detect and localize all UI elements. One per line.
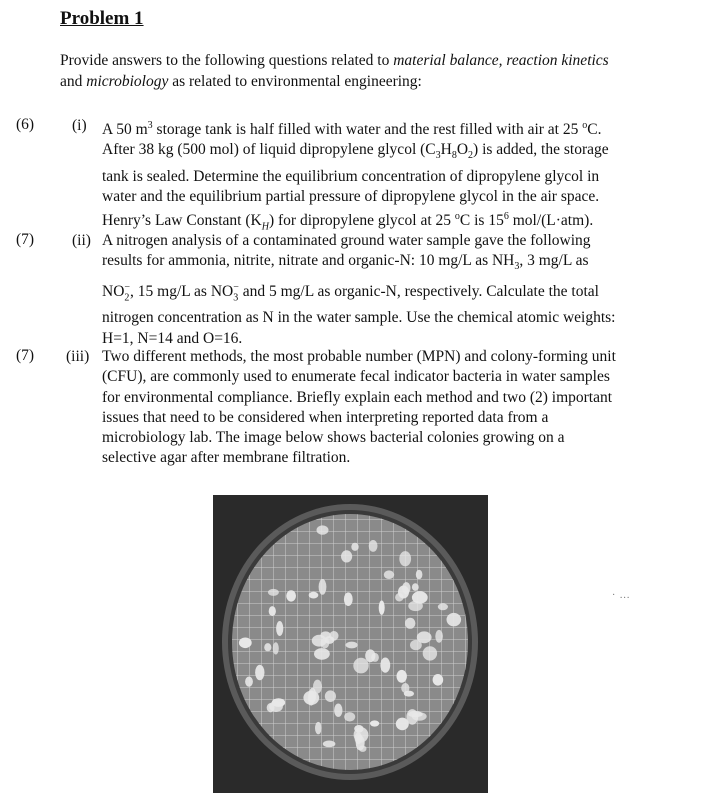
colony [344,712,355,721]
colony [351,543,358,551]
colony [334,704,342,717]
colony [401,683,409,693]
colony [269,606,276,616]
question-number: (ii) [72,232,91,249]
colony [325,690,336,702]
colony [369,540,378,552]
colony [273,642,279,654]
question-number: (iii) [66,348,90,365]
colony [416,570,423,580]
question-number: (i) [72,117,87,134]
colony [380,658,390,673]
colony [395,593,403,601]
colony [399,551,411,566]
colony [354,727,369,742]
colony [406,709,418,725]
colony [438,603,448,610]
colony [314,648,330,660]
colony [397,670,407,683]
scan-artifact: · ... [612,590,631,601]
problem-intro: Provide answers to the following questions related to material balance, reaction kinetics and microbiology as related to environmental engineering: [60,52,609,90]
colony [370,720,379,726]
colony [317,525,329,534]
petri-dish-illustration [213,495,488,793]
colony [405,618,415,629]
colony [346,642,358,649]
colony [319,579,327,595]
colony [264,643,271,651]
colony [423,646,437,660]
colony [309,592,319,599]
marks-q1: (6) [16,116,35,133]
colony [433,674,444,686]
colony [303,691,319,705]
colony [239,638,252,649]
colony [344,592,353,606]
question-2: (ii) A nitrogen analysis of a contaminated ground water sample gave the following results for ammonia, nitrite, nitrate and organic-N: 10 mg/L as $NH_3$, 3 mg/L as $NO_2^-$, 15 mg/L as $NO_3^-$ and 5 mg/L as organic-N, respectively. Calculate the total nitrogen concentration as N in the water sample. Use the chemical atomic weights: H=1, N=14 and O=16. [72,232,616,347]
colony [341,550,352,562]
marks-q2: (7) [16,231,35,248]
petri-dish-photo [213,495,488,793]
colony [276,621,283,636]
colony [384,570,394,579]
colony [408,601,423,611]
colony [315,722,322,734]
colony [371,653,379,662]
colony [255,665,264,680]
colony [268,589,279,596]
colony [379,601,385,615]
colony [245,677,253,687]
colony [435,630,443,643]
marks-q3: (7) [16,347,35,364]
colony [323,741,336,748]
colony [353,658,368,674]
colony [447,613,462,626]
problem-title: Problem 1 [60,8,144,29]
colony [320,631,331,639]
question-1: (i) A 50 $m^3$ storage tank is half filled with water and the rest filled with air at 25 $^o$C. After 38 kg (500 mol) of liquid dipropylene glycol $(C_3H_8O_2)$ is added, the storage tank is sealed. Determine the equilibrium concentration of dipropylene glycol in water and the equilibrium partial pressure of dipropylene glycol in the air space. Henry’s Law Constant $(K_H)$ for dipropylene glycol at 25 $^o$C is $15^6$ mol/(L·atm). [72,117,609,233]
colony [267,703,275,712]
colony [412,583,419,591]
question-3: (iii) Two different methods, the most probable number (MPN) and colony-forming unit (CFU), are commonly used to enumerate fecal indicator bacteria in water samples for environmental compliance. Briefly explain each method and two (2) important issues that need to be considered when interpreting reported data from a microbiology lab. The image below shows bacterial colonies growing on a selective agar after membrane filtration. [66,348,616,467]
colony [417,631,432,643]
colony [286,590,296,601]
